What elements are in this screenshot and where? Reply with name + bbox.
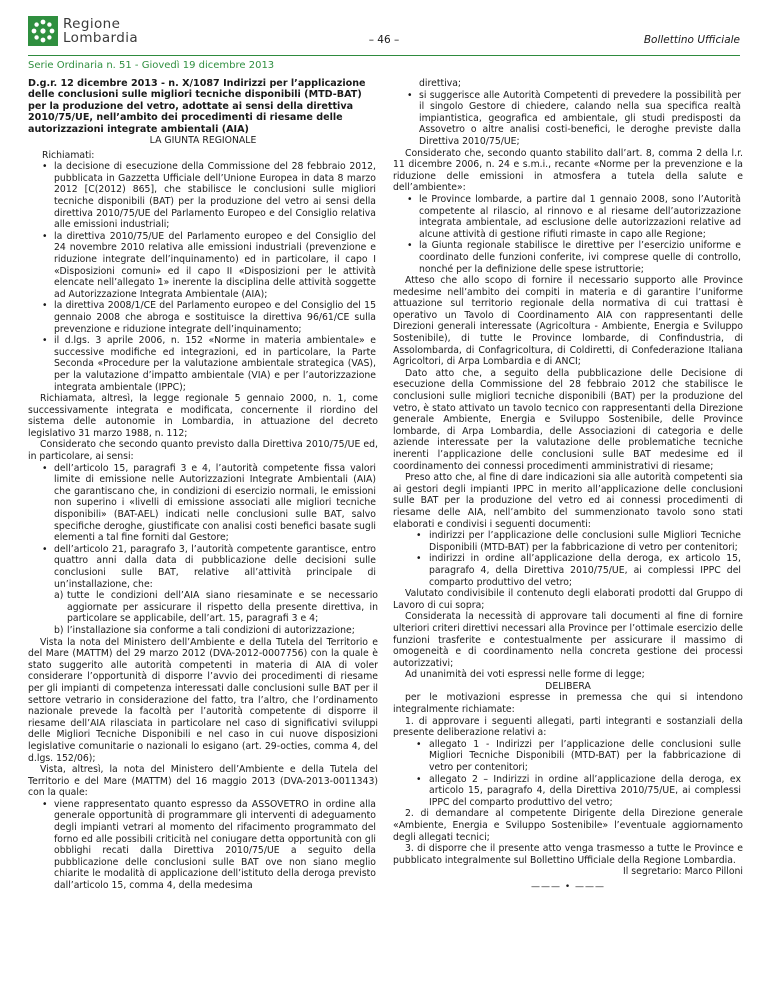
list-item: • viene rappresentato quanto espresso da ASSOVETRO in ordine alla generale opportunità di programmare gli interventi di adeguamento degli impianti vetrari al momento del rifacimento programmato del forno ed alle possibili criticità nel coniugare detta opportunità con gli obblighi recati dalla Direttiva 2010/75/UE a seguito della pubblicazione delle conclusioni sulle BAT ove non siano meglio chiarite le modalità di applicazione dell’istituto della deroga previsto dall’articolo 15, comma 4, della medesima xyxy=(28,799,378,892)
suggest-list xyxy=(393,90,743,148)
alpha-label: a) xyxy=(54,590,64,602)
paragraph: 2. di demandare al competente Dirigente della Direzione generale «Ambiente, Energia e Sviluppo Sostenibile» l’eventuale aggiornamento degli allegati tecnici; xyxy=(393,808,743,843)
delibera-heading: DELIBERA xyxy=(545,680,591,692)
list-item: • la Giunta regionale stabilisce le direttive per l’esercizio uniforme e coordinato delle funzioni conferite, ivi comprese quelle di controllo, nonché per la definizione delle spese istruttorie; xyxy=(393,240,743,275)
allegati-list xyxy=(393,739,743,809)
logo-line-1: Regione xyxy=(63,16,121,32)
alpha-label: b) xyxy=(54,624,64,636)
header-divider xyxy=(28,55,740,56)
paragraph: Preso atto che, al fine di dare indicazioni sia alle autorità competenti sia ai gestori degli impianti IPPC in merito all’applicazione delle conclusioni sulle BAT per la produzione del vetro ed ai connessi procedimenti di riesame delle AIA, nell’ambito del summenzionato tavolo sono stati elaborati e condivisi i seguenti documenti: xyxy=(393,472,743,530)
paragraph: Dato atto che, a seguito della pubblicazione delle Decisione di esecuzione della Commissione del 28 febbraio 2012 che stabilisce le conclusioni sulle migliori tecniche disponibili (BAT) per la produzione del vetro, è stato attivato un tavolo tecnico con rappresentanti della Direzione generale Ambiente, Energia e Sviluppo Sostenibile, delle Province lombarde, di Arpa Lombardia, delle Associazioni di categoria e delle aziende interessate per la valutazione delle problematiche tecniche inerenti l’applicazione delle conclusioni sulle BAT medesime ed il coordinamento dei connessi procedimenti amministrativi di riesame; xyxy=(393,367,743,472)
paragraph: Considerato che secondo quanto previsto dalla Direttiva 2010/75/UE ed, in particolare, ai sensi: xyxy=(28,439,378,463)
alpha-list xyxy=(28,590,378,636)
page-header xyxy=(28,16,740,52)
list-item: • indirizzi in ordine all’applicazione della deroga, ex articolo 15, paragrafo 4, della Direttiva 2010/75/UE, ai complessi IPPC del comparto produttivo del vetro; xyxy=(393,553,743,588)
paragraph: Ad unanimità dei voti espressi nelle forme di legge; xyxy=(405,669,645,681)
richiamati-list xyxy=(28,161,378,393)
paragraph: Considerato che, secondo quanto stabilito dall’art. 8, comma 2 della l.r. 11 dicembre 2006, n. 24 e s.m.i., recante «Norme per la prevenzione e la riduzione delle emissioni in atmosfera a tutela della salute e dell’ambiente»: xyxy=(393,147,743,194)
paragraph: Considerata la necessità di approvare tali documenti al fine di fornire ulteriori criteri direttivi necessari alla Province per l’ottimale esercizio delle funzioni trasferite e contestualmente per assicurare il massimo di omogeneità e di coordinamento nella concreta gestione dei processi autorizzativi; xyxy=(393,611,743,669)
serie-line: Serie Ordinaria n. 51 - Giovedì 19 dicembre 2013 xyxy=(28,60,275,71)
document-title: D.g.r. 12 dicembre 2013 - n. X/1087 Indirizzi per l’applicazione delle conclusioni sulle migliori tecniche disponibili (MTD-BAT) per la produzione del vetro, adottate ai sensi della direttiva 2010/75/UE, nell’ambito dei procedimenti di riesame delle autorizzazioni integrate ambientali (AIA) xyxy=(28,78,366,135)
list-item: • il d.lgs. 3 aprile 2006, n. 152 «Norme in materia ambientale» e successive modifiche ed integrazioni, ed in particolare, la Parte Seconda «Procedure per la valutazione ambientale strategica (VAS), per la valutazione d’impatto ambientale (VIA) e per l’autorizzazione integrata ambientale (IPPC); xyxy=(28,335,378,393)
left-column xyxy=(28,78,378,892)
logo-line-2: Lombardia xyxy=(63,30,139,46)
bulletin-title: Bollettino Ufficiale xyxy=(643,34,740,46)
continued-text: direttiva; xyxy=(419,78,462,89)
end-separator: ——— • ——— xyxy=(530,881,606,892)
regione-lombardia-logo xyxy=(28,16,138,46)
richiamati-label: Richiamati: xyxy=(42,149,95,161)
alpha-item xyxy=(54,625,378,637)
province-list xyxy=(393,194,743,275)
list-item: • la decisione di esecuzione della Commissione del 28 febbraio 2012, pubblicata in Gazzetta Ufficiale dell’Unione Europea in data 8 marzo 2012 [C(2012) 865], che stabilisce le conclusioni sulle migliori tecniche disponibili (BAT) per la produzione del vetro ai sensi della direttiva 2010/75/UE del Parlamento Europeo e del Consiglio relativa alle emissioni industriali; xyxy=(28,161,378,231)
rose-camuna-icon xyxy=(28,16,58,46)
paragraph: per le motivazioni espresse in premessa che qui si intendono integralmente richiamate: xyxy=(393,692,743,716)
signature: Il segretario: Marco Pilloni xyxy=(622,866,743,878)
list-item: • allegato 2 – Indirizzi in ordine all’applicazione della deroga, ex articolo 15, paragrafo 4, della Direttiva 2010/75/UE, ai complessi IPPC del comparto produttivo del vetro; xyxy=(393,774,743,809)
list-item: • allegato 1 - Indirizzi per l’applicazione delle conclusioni sulle Migliori Tecniche Disponibili (MTD-BAT) per la fabbricazione di vetro per contenitori; xyxy=(393,739,743,774)
paragraph: 1. di approvare i seguenti allegati, parti integranti e sostanziali della presente deliberazione relativi a: xyxy=(393,715,743,739)
paragraph: 3. di disporre che il presente atto venga trasmesso a tutte le Province e pubblicato integralmente sul Bollettino Ufficiale della Regione Lombardia. xyxy=(393,843,743,866)
right-column xyxy=(393,78,743,894)
section-heading: LA GIUNTA REGIONALE xyxy=(149,135,257,147)
alpha-text: l’installazione sia conforme a tali condizioni di autorizzazione; xyxy=(67,624,355,636)
paragraph: Vista, altresì, la nota del Ministero dell’Ambiente e della Tutela del Territorio e del Mare (MATTM) del 16 maggio 2013 (DVA-2013-0011343) con la quale: xyxy=(28,764,378,799)
paragraph: Richiamata, altresì, la legge regionale 5 gennaio 2000, n. 1, come successivamente integrata e modificata, concernente il riordino del sistema delle autonomie in Lombardia, in attuazione del decreto legislativo 31 marzo 1988, n. 112; xyxy=(28,393,378,439)
list-item: • la direttiva 2010/75/UE del Parlamento europeo e del Consiglio del 24 novembre 2010 relativa alle emissioni industriali (prevenzione e riduzione integrate dell’inquinamento) ed in particolare, il capo I «Disposizioni comuni» ed il capo II «Disposizioni per le attività elencate nell’allegato 1» inerente la disciplina delle attività soggette ad Autorizzazione Integrata Ambientale (AIA); xyxy=(28,231,378,301)
paragraph: Vista la nota del Ministero dell’Ambiente e della Tutela del Territorio e del Mare (MATTM) del 29 marzo 2012 (DVA-2012-0007756) con la quale è stato suggerito alle autorità competenti in materia di AIA di voler considerare l’opportunità di disporre l’avvio dei procedimenti di riesame per gli impianti di competenza interessati dalle conclusioni sulle BAT per il settore vetrario in considerazione del fatto, tra l’altro, che l’ordinamento nazionale prevede la facoltà per l’autorità competente di disporre il riesame dell’AIA rilasciata in particolare nel caso di significativi sviluppi delle Migliori Tecniche Disponibili e nel caso in cui nuove disposizioni legislative comunitarie o nazionali lo esigano (art. 29-octies, comma 4, del d.lgs. 152/06); xyxy=(28,636,378,764)
documents-list xyxy=(393,530,743,588)
list-item: • indirizzi per l’applicazione delle conclusioni sulle Migliori Tecniche Disponibili (MTD-BAT) per la fabbricazione di vetro per contenitori; xyxy=(393,530,743,553)
nota-list xyxy=(28,799,378,892)
alpha-text: tutte le condizioni dell’AIA siano riesaminate e se necessario aggiornate per assicurare il rispetto della presente direttiva, in particolare se applicabile, dell’art. 15, paragrafi 3 e 4; xyxy=(67,590,378,625)
list-item: • la direttiva 2008/1/CE del Parlamento europeo e del Consiglio del 15 gennaio 2008 che abroga e sostituisce la direttiva 96/61/CE sulla prevenzione e riduzione integrate dell’inquinamento; xyxy=(28,300,378,335)
page-number: – 46 – xyxy=(368,34,400,46)
list-item: • si suggerisce alle Autorità Competenti di prevedere la possibilità per il singolo Gestore di chiedere, calando nella sua specifica realtà impiantistica, geografica ed ambientale, gli studi predisposti da Assovetro o altre analisi costi-benefici, le deroghe previste dalla Direttiva 2010/75/UE; xyxy=(393,90,743,148)
alpha-item xyxy=(54,590,378,625)
paragraph: Valutato condivisibile il contenuto degli elaborati prodotti dal Gruppo di Lavoro di cui sopra; xyxy=(393,588,743,611)
list-item: • dell’articolo 15, paragrafi 3 e 4, l’autorità competente fissa valori limite di emissione nelle Autorizzazioni Integrate Ambientali (AIA) che garantiscano che, in condizioni di esercizio normali, le emissioni non superino i «livelli di emissione associati alle migliori tecniche disponibili» (BAT-AEL) indicati nelle conclusioni sulle BAT, salvo specifiche deroghe, giustificate con analisi costi benefici basate sugli elementi a tal fine forniti dal Gestore; xyxy=(28,463,378,544)
list-item: • dell’articolo 21, paragrafo 3, l’autorità competente garantisce, entro quattro anni dalla data di pubblicazione delle decisioni sulle conclusioni sulle BAT, relative all’attività principale di un’installazione, che: xyxy=(28,544,378,590)
list-item: • le Province lombarde, a partire dal 1 gennaio 2008, sono l’Autorità competente al rilascio, al rinnovo e al riesame dell’autorizzazione integrata ambientale, ad esclusione delle autorizzazioni relative ad alcune attività di gestione rifiuti rimaste in capo alle Regione; xyxy=(393,194,743,240)
paragraph: Atteso che allo scopo di fornire il necessario supporto alle Province medesime nell’ambito dei compiti in materia e di garantire l’uniforme attuazione sul territorio regionale della normativa di cui trattasi è operativo un Tavolo di Coordinamento AIA con rappresentanti delle Direzioni generali interessate (Agricoltura - Ambiente, Energia e Sviluppo Sostenibile), di tutte le Province lombarde, di Confindustria, di Assolombarda, di Confagricoltura, di Coldiretti, di Confederazione Italiana Agricoltori, di Arpa Lombardia e di ANCI; xyxy=(393,275,743,368)
sensi-list xyxy=(28,463,378,591)
